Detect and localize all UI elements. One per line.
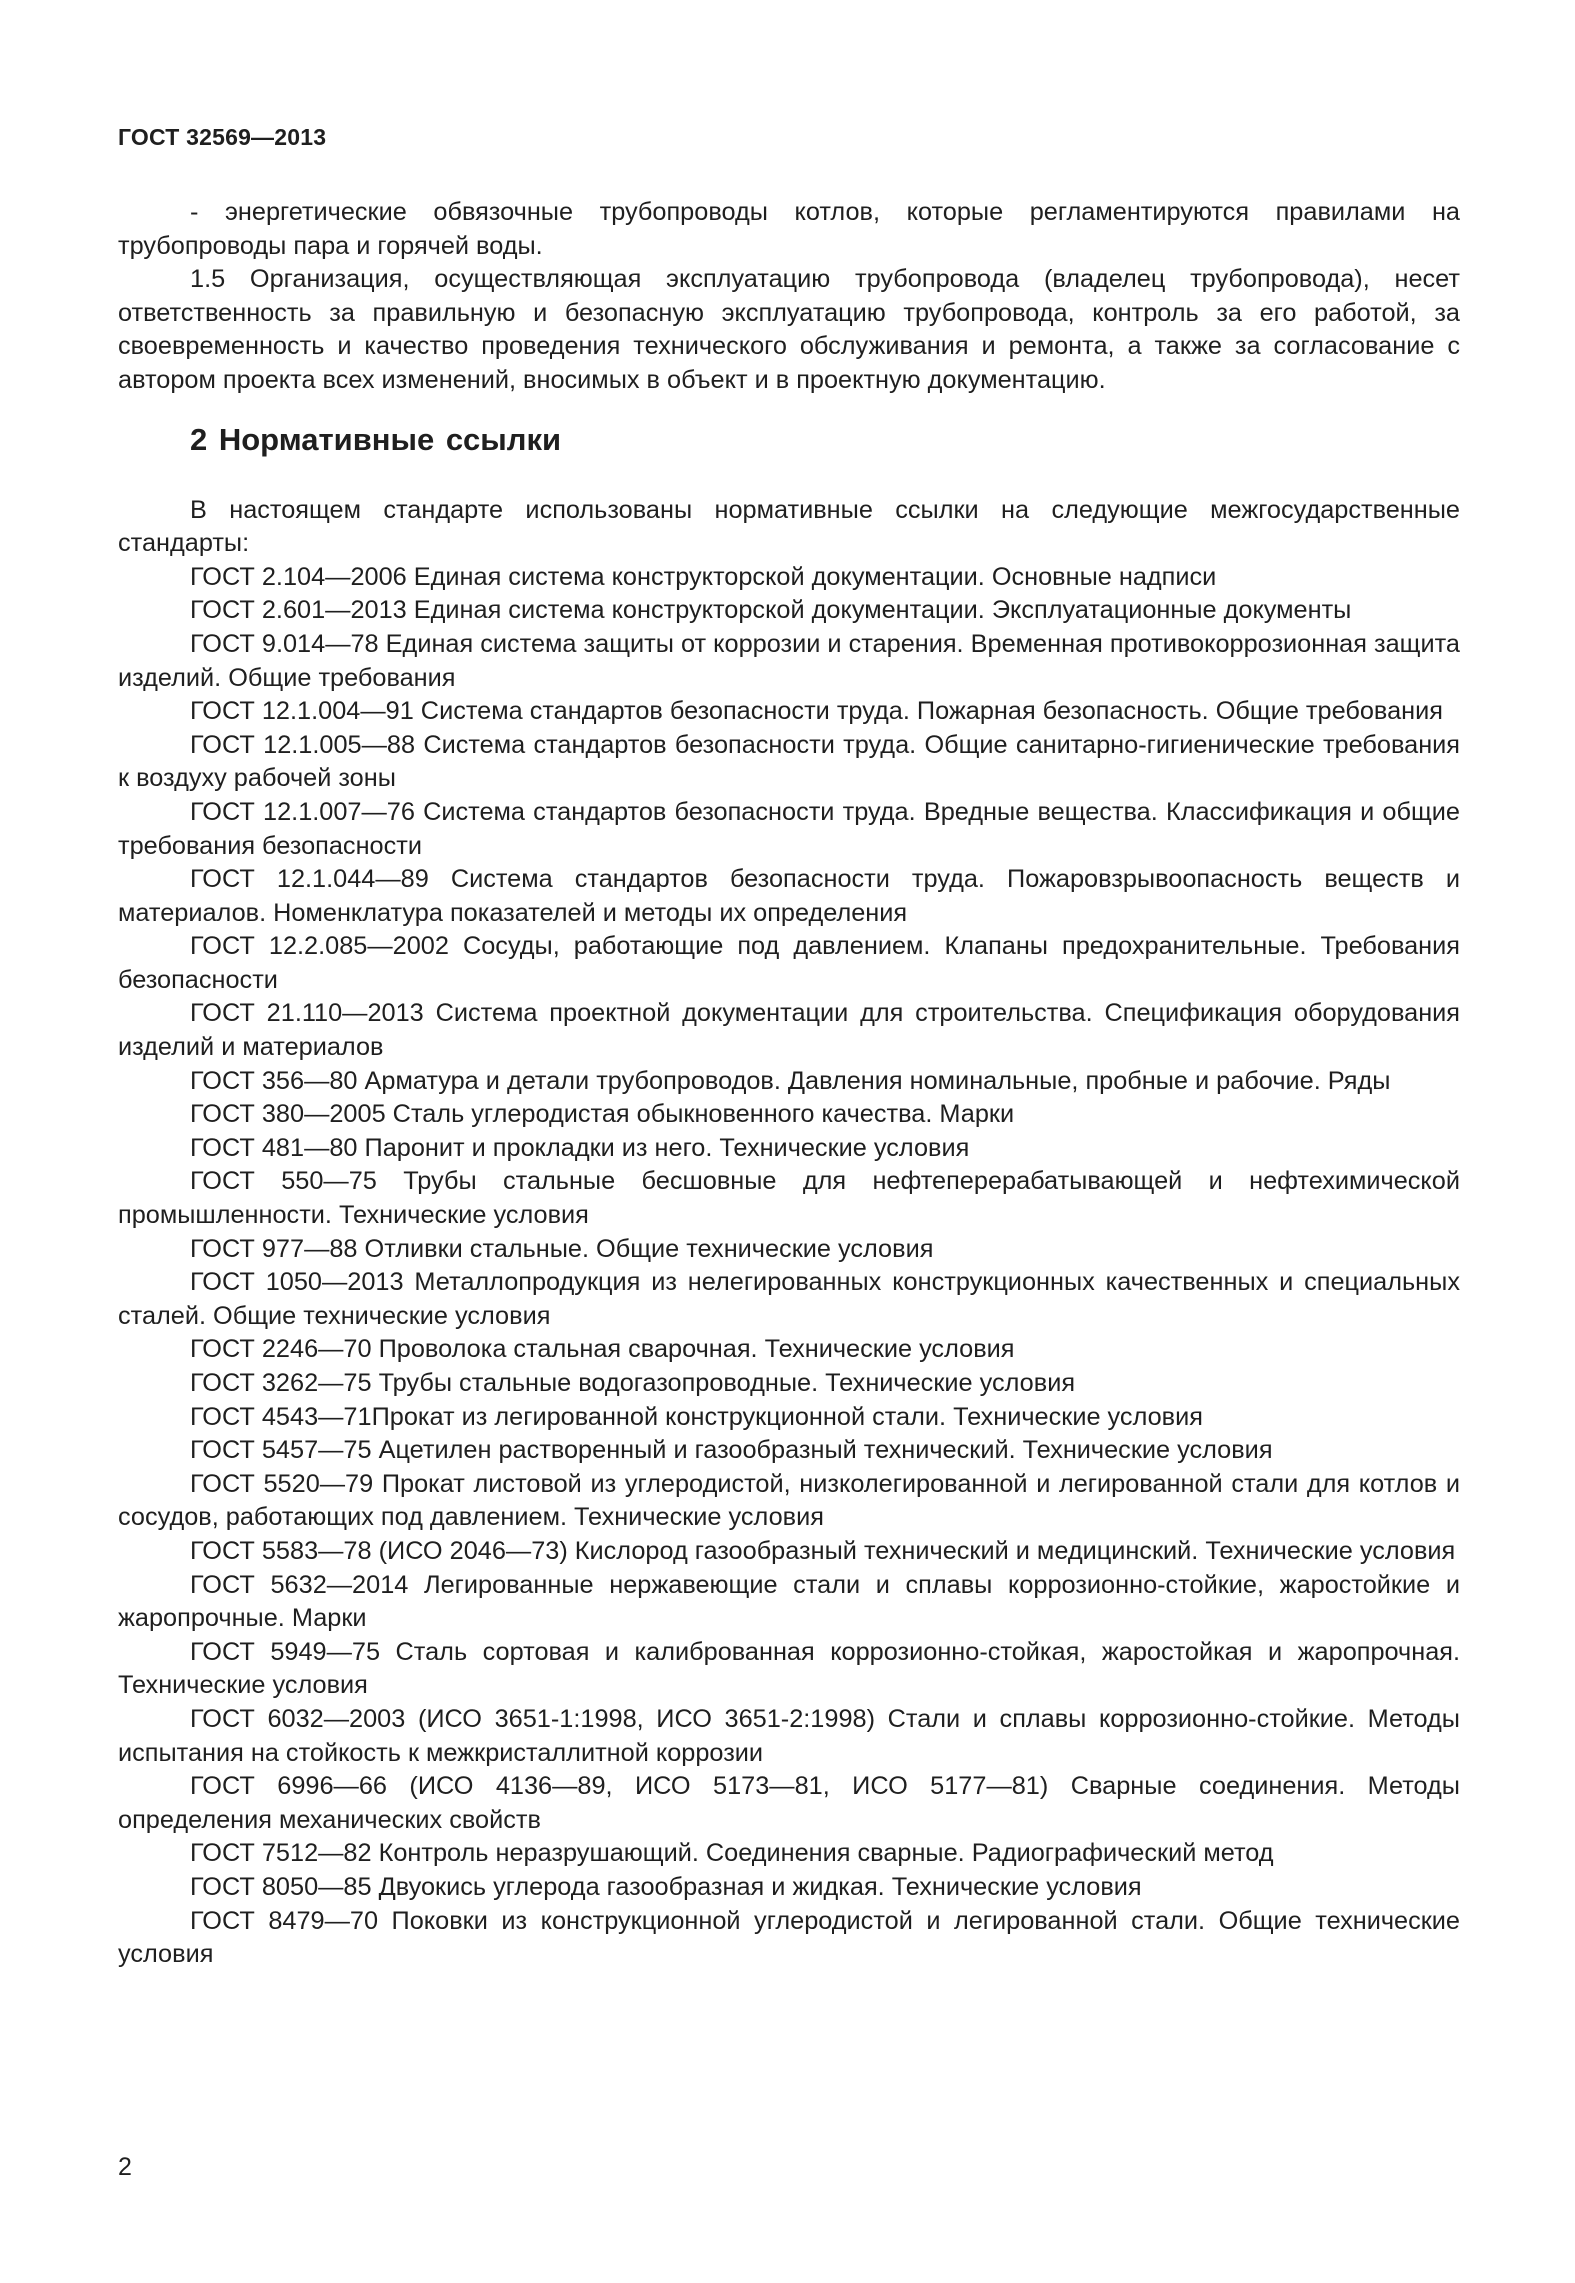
- reference-list: [118, 561, 1460, 1972]
- reference-item: ГОСТ 9.014—78 Единая система защиты от коррозии и старения. Временная противокоррозионная защита изделий. Общие требования: [118, 629, 1460, 692]
- section-heading: 2 Нормативные ссылки: [190, 421, 562, 457]
- paragraph: 1.5 Организация, осуществляющая эксплуатацию трубопровода (владелец трубопровода), несет ответственность за правильную и безопасную эксплуатацию трубопровода, контроль за его работой, за своевременность и качество проведения технического обслуживания и ремонта, а также за согласование с автором проекта всех изменений, вносимых в объект и в проектную документацию.: [118, 265, 1460, 394]
- reference-item: ГОСТ 4543—71Прокат из легированной конструкционной стали. Технические условия: [190, 1402, 1203, 1431]
- reference-item: ГОСТ 7512—82 Контроль неразрушающий. Соединения сварные. Радиографический метод: [190, 1839, 1274, 1868]
- reference-item: ГОСТ 5583—78 (ИСО 2046—73) Кислород газообразный технический и медицинский. Технические условия: [190, 1536, 1456, 1565]
- reference-item: ГОСТ 481—80 Паронит и прокладки из него. Технические условия: [190, 1133, 970, 1162]
- reference-item: ГОСТ 12.1.005—88 Система стандартов безопасности труда. Общие санитарно-гигиенические требования к воздуху рабочей зоны: [118, 730, 1460, 793]
- reference-item: ГОСТ 1050—2013 Металлопродукция из нелегированных конструкционных качественных и специальных сталей. Общие технические условия: [118, 1268, 1460, 1330]
- reference-item: ГОСТ 21.110—2013 Система проектной документации для строительства. Спецификация оборудования изделий и материалов: [118, 999, 1460, 1062]
- reference-item: ГОСТ 356—80 Арматура и детали трубопроводов. Давления номинальные, пробные и рабочие. Ряды: [190, 1066, 1391, 1095]
- reference-item: ГОСТ 12.1.004—91 Система стандартов безопасности труда. Пожарная безопасность. Общие требования: [190, 697, 1443, 726]
- reference-item: ГОСТ 5949—75 Сталь сортовая и калиброванная коррозионно-стойкая, жаростойкая и жаропрочная. Технические условия: [118, 1637, 1460, 1700]
- reference-item: ГОСТ 550—75 Трубы стальные бесшовные для нефтеперерабатывающей и нефтехимической промышленности. Технические условия: [118, 1167, 1460, 1230]
- reference-item: ГОСТ 2.104—2006 Единая система конструкторской документации. Основные надписи: [190, 562, 1217, 591]
- paragraph: - энергетические обвязочные трубопроводы котлов, которые регламентируются правилами на трубопроводы пара и горячей воды.: [118, 198, 1460, 260]
- reference-item: ГОСТ 5520—79 Прокат листовой из углеродистой, низколегированной и легированной стали для котлов и сосудов, работающих под давлением. Технические условия: [118, 1469, 1460, 1532]
- reference-item: ГОСТ 977—88 Отливки стальные. Общие технические условия: [190, 1234, 934, 1263]
- reference-item: ГОСТ 2246—70 Проволока стальная сварочная. Технические условия: [190, 1335, 1015, 1364]
- reference-item: ГОСТ 12.1.007—76 Система стандартов безопасности труда. Вредные вещества. Классификация и общие требования безопасности: [118, 797, 1460, 860]
- reference-item: ГОСТ 380—2005 Сталь углеродистая обыкновенного качества. Марки: [190, 1100, 1015, 1129]
- reference-item: ГОСТ 8050—85 Двуокись углерода газообразная и жидкая. Технические условия: [190, 1872, 1142, 1901]
- reference-item: ГОСТ 5632—2014 Легированные нержавеющие стали и сплавы коррозионно-стойкие, жаростойкие и жаропрочные. Марки: [118, 1570, 1460, 1633]
- reference-item: ГОСТ 12.1.044—89 Система стандартов безопасности труда. Пожаровзрывоопасность веществ и материалов. Номенклатура показателей и методы их определения: [118, 865, 1460, 927]
- section-intro: В настоящем стандарте использованы нормативные ссылки на следующие межгосударственные стандарты:: [118, 495, 1460, 558]
- reference-item: ГОСТ 5457—75 Ацетилен растворенный и газообразный технический. Технические условия: [190, 1436, 1273, 1465]
- reference-item: ГОСТ 6996—66 (ИСО 4136—89, ИСО 5173—81, ИСО 5177—81) Сварные соединения. Методы определения механических свойств: [118, 1772, 1460, 1834]
- reference-item: ГОСТ 6032—2003 (ИСО 3651-1:1998, ИСО 3651-2:1998) Стали и сплавы коррозионно-стойкие. Методы испытания на стойкость к межкристаллитной коррозии: [118, 1704, 1460, 1767]
- reference-item: ГОСТ 12.2.085—2002 Сосуды, работающие под давлением. Клапаны предохранительные. Требования безопасности: [118, 932, 1460, 994]
- document-header: ГОСТ 32569—2013: [118, 124, 327, 150]
- reference-item: ГОСТ 2.601—2013 Единая система конструкторской документации. Эксплуатационные документы: [190, 596, 1352, 625]
- reference-item: ГОСТ 8479—70 Поковки из конструкционной углеродистой и легированной стали. Общие технические условия: [118, 1906, 1460, 1969]
- page-number: 2: [118, 2153, 132, 2181]
- reference-item: ГОСТ 3262—75 Трубы стальные водогазопроводные. Технические условия: [190, 1369, 1076, 1397]
- document-body: [118, 196, 1460, 1972]
